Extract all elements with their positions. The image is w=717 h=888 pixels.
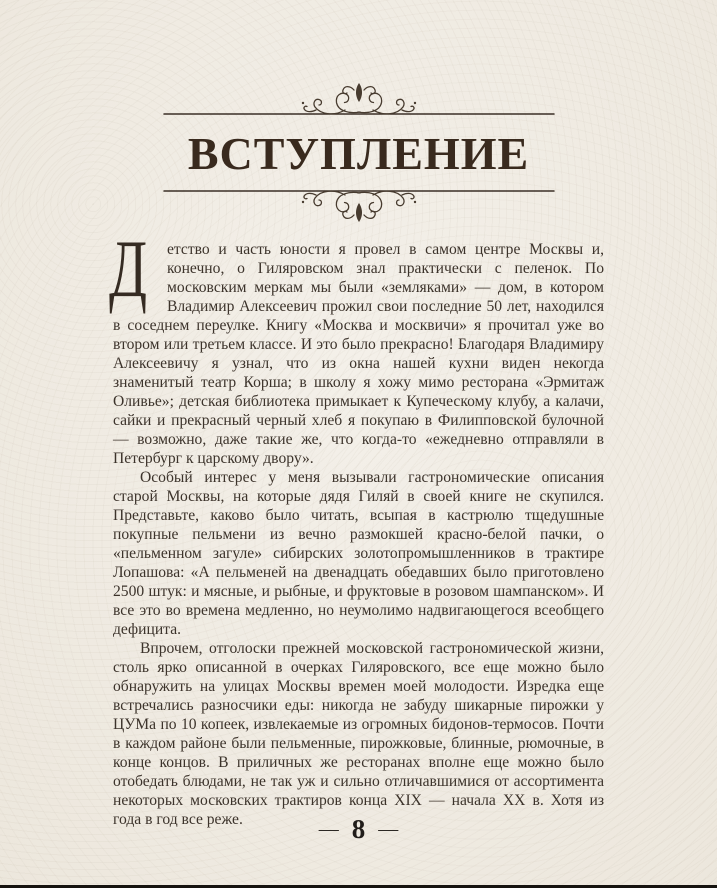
page-number-value: 8: [351, 814, 366, 844]
chapter-title: ВСТУПЛЕНИЕ: [187, 128, 530, 179]
drop-cap: [109, 223, 157, 314]
page-number-dash-right: —: [378, 818, 399, 840]
flourish-icon: [161, 178, 557, 224]
paragraph-2: Особый интерес у меня вызывали гастрономические описания старой Москвы, на которые дядя Гиляй в своей книге не скупился. Представьте, каково было читать, всыпая в кастрюлю тщедушные покупные пельмени из вечно размокшей красно-белой пачки, о «пельменном загуле» сибирских золотопромышленников в трактире Лопашова: «А пельменей на двенадцать обедавших было приготовлено 2500 штук: и мясные, и рыбные, и фруктовые в розовом шампанском». И все это во времена медленно, но неумолимо надвигающегося всеобщего дефицита.: [113, 469, 604, 638]
flourish-icon: [161, 81, 557, 127]
paragraph-3: Впрочем, отголоски прежней московской гастрономической жизни, столь ярко описанной в очерках Гиляровского, все еще можно было обнаружить на улицах Москвы времен моей молодости. Изредка еще встречались разносчики еды: никогда не забуду шикарные пирожки у ЦУМа по 10 копеек, извлекаемые из огромных бидонов-термосов. Почти в каждом районе были пельменные, пирожковые, блинные, рюмочные, в конце концов. В приличных же ресторанах вполне еще можно было отобедать блюдами, не так уж и сильно отличавшимися от ассортимента некоторых московских трактиров конца XIX — начала XX в. Хотя из года в год все реже.: [113, 640, 604, 828]
chapter-ornament-top: [161, 81, 557, 127]
page-number: [0, 812, 717, 846]
page-number-dash-left: —: [318, 818, 339, 840]
paragraph-1: [109, 223, 604, 468]
paragraph-1-text: етство и часть юности я провел в самом центре Москвы и, конечно, о Гиляровском знал практически с пеленок. По московским меркам мы были «земляками» — дом, в котором Владимир Алексеевич прожил свои последние 50 лет, находился в соседнем переулке. Книгу «Москва и москвичи» я прочитал уже во втором или третьем классе. И это было прекрасно! Благодаря Владимиру Алексеевичу я узнал, что из окна нашей кухни виден некогда знаменитый театр Корша; в школу я хожу мимо ресторана «Эрмитаж Оливье»; детская библиотека примыкает к Купеческому клубу, а калачи, сайки и прекрасный черный хлеб я покупаю в Филипповской булочной — возможно, даже такие же, что когда-то «ежедневно отправляли в Петербург к царскому двору».: [113, 241, 604, 467]
chapter-body: [109, 223, 604, 829]
drop-cap-letter: Д: [109, 223, 148, 314]
chapter-ornament-bottom: [161, 178, 557, 224]
